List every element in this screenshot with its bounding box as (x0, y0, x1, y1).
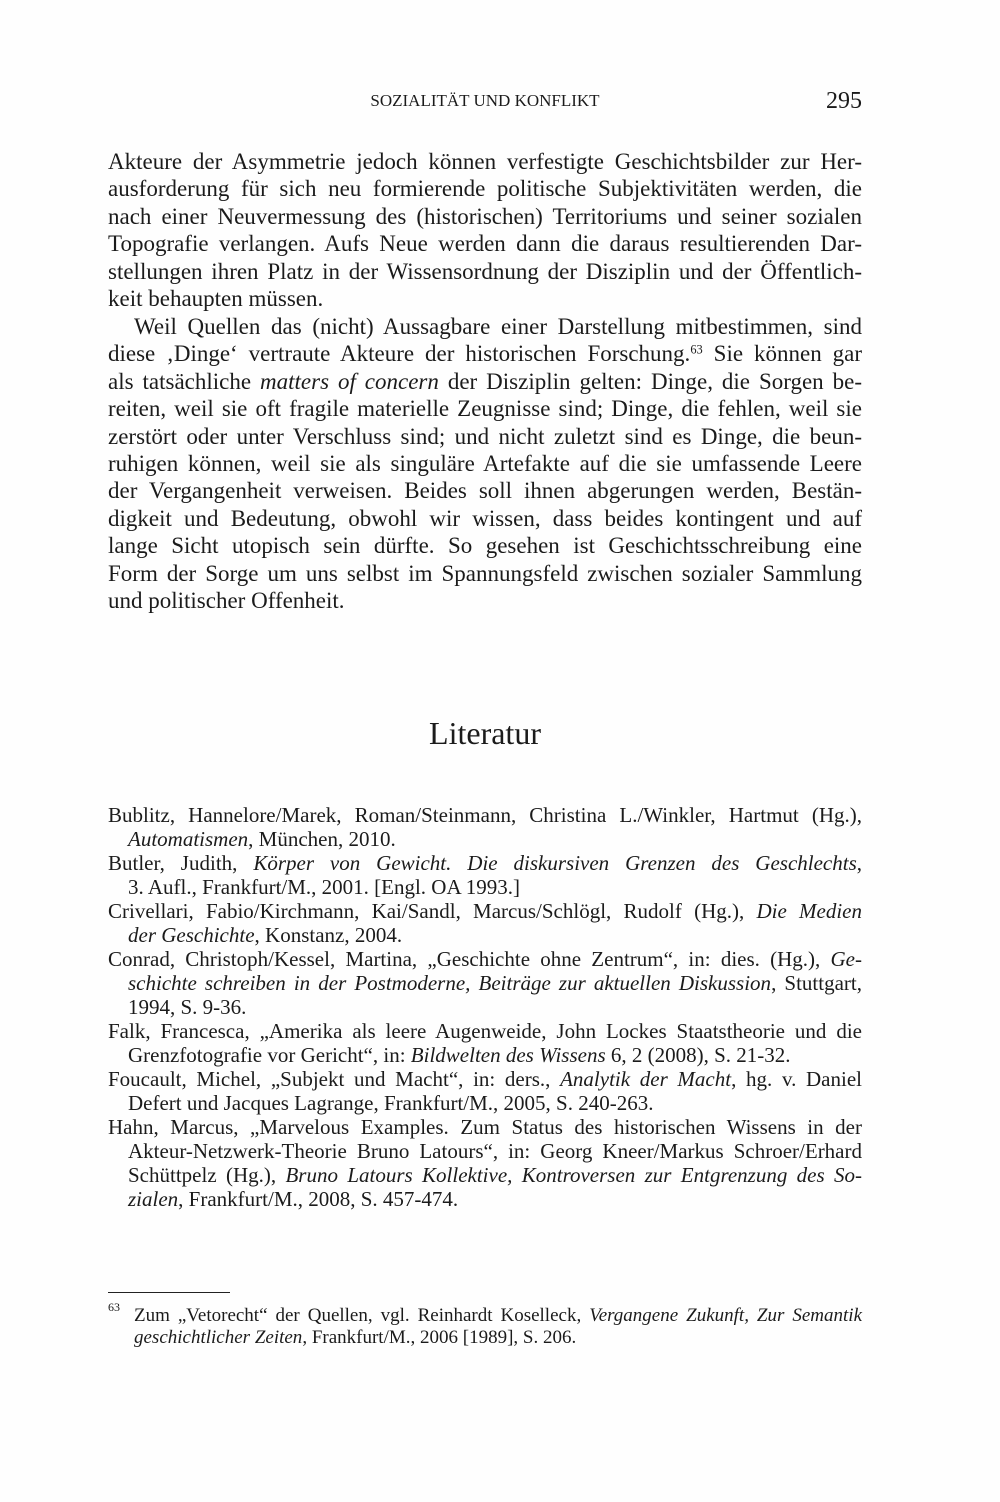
italic-text: Bruno Latours Kollektive, Kontroversen zur Entgrenzung des So- (285, 1163, 862, 1187)
text-run: Weil Quellen das (nicht) Aussagbare einer Darstellung mitbestimmen, sind (134, 313, 862, 339)
italic-text: Bildwelten des Wissens (410, 1043, 606, 1067)
paragraph-line (108, 340, 862, 367)
italic-text: zialen (128, 1187, 179, 1211)
bibliography-entry-line (108, 1091, 862, 1115)
text-run: stellungen ihren Platz in der Wissensordnung der Disziplin und der Öffentlich- (108, 258, 862, 284)
paragraph-line (108, 285, 862, 312)
text-run: der Disziplin gelten: Dinge, die Sorgen be- (438, 368, 863, 394)
italic-text: Vergangene Zukunft, Zur Semantik (589, 1305, 863, 1326)
text-run: lange Sicht utopisch sein dürfte. So gesehen ist Geschichtsschreibung eine (108, 533, 862, 559)
bibliography-entry-line (108, 827, 862, 851)
bibliography-entry-line (108, 851, 862, 875)
text-run: Defert und Jacques Lagrange, Frankfurt/M., 2005, S. 240-263. (128, 1091, 654, 1115)
text-run: 6, 2 (2008), S. 21-32. (605, 1043, 791, 1067)
footnote-line (134, 1305, 862, 1327)
bibliography-entry-line (108, 947, 862, 971)
text-run: Zum „Vetorecht“ der Quellen, vgl. Reinhardt Koselleck, (134, 1305, 590, 1326)
text-run: 1994, S. 9-36. (128, 995, 247, 1019)
paragraph-line (108, 587, 862, 614)
text-run: als tatsächliche (108, 368, 261, 394)
text-run: ruhigen können, weil sie als singuläre Artefakte auf die sie umfassende Leere (108, 450, 862, 476)
text-run: Grenzfotografie vor Gericht“, in: (128, 1043, 411, 1067)
text-run: Sie können gar (702, 341, 862, 367)
text-run: , (856, 851, 862, 875)
paragraph-line (108, 230, 862, 257)
bibliography-entry (108, 1115, 862, 1211)
bibliography-entry-line (108, 1187, 862, 1211)
italic-text: Automatismen (128, 827, 249, 851)
bibliography-entry-line (108, 1139, 862, 1163)
italic-text: Körper von Gewicht. Die diskursiven Grenzen des Geschlechts (253, 851, 857, 875)
text-run: , Frankfurt/M., 2008, S. 457-474. (178, 1187, 459, 1211)
footnote-text (134, 1305, 862, 1349)
text-run: , Stuttgart, (771, 971, 862, 995)
italic-text: schichte schreiben in der Postmoderne, Beiträge zur aktuellen Diskussion (128, 971, 772, 995)
paragraph-line (108, 423, 862, 450)
paragraph-line (108, 450, 862, 477)
bibliography-entry-line (108, 899, 862, 923)
bibliography-entry-line (108, 875, 862, 899)
text-run: , Frankfurt/M., 2006 [1989], S. 206. (302, 1327, 577, 1348)
text-run: Bublitz, Hannelore/Marek, Roman/Steinmann, Christina L./Winkler, Hartmut (Hg.), (108, 803, 862, 827)
text-run: Foucault, Michel, „Subjekt und Macht“, in: ders., (108, 1067, 561, 1091)
paragraph-line (108, 395, 862, 422)
bibliography-entry (108, 851, 862, 899)
text-run: Form der Sorge um uns selbst im Spannungsfeld zwischen sozialer Sammlung (108, 560, 862, 586)
text-run: zerstört oder unter Verschluss sind; und nicht zuletzt sind es Dinge, die beun- (108, 423, 862, 449)
text-run: Akteure der Asymmetrie jedoch können verfestigte Geschichtsbilder zur Her- (108, 149, 862, 174)
bibliography-entry-line (108, 1115, 862, 1139)
bibliography-heading: Literatur (429, 715, 541, 751)
text-run: , hg. v. Daniel (731, 1067, 862, 1091)
italic-text: der Geschichte (128, 923, 255, 947)
text-run: reiten, weil sie oft fragile materielle Zeugnisse sind; Dinge, die fehlen, weil sie (108, 396, 862, 422)
paragraph (108, 148, 862, 313)
paragraph-line (108, 203, 862, 230)
paragraph-line (108, 313, 862, 340)
text-run: 3. Aufl., Frankfurt/M., 2001. [Engl. OA 1993.] (128, 875, 520, 899)
text-run: Crivellari, Fabio/Kirchmann, Kai/Sandl, Marcus/Schlögl, Rudolf (Hg.), (108, 899, 757, 923)
bibliography-entry-line (108, 1067, 862, 1091)
paragraph-line (108, 175, 862, 202)
bibliography-entry-line (108, 995, 862, 1019)
italic-text: Die Medien (756, 899, 862, 923)
paragraph-line (108, 477, 862, 504)
bibliography-entry-line (108, 803, 862, 827)
bibliography-entry (108, 1067, 862, 1115)
footnote-line (134, 1327, 862, 1349)
text-run: , Konstanz, 2004. (254, 923, 403, 947)
italic-text: Analytik der Macht (560, 1067, 732, 1091)
bibliography-entry-line (108, 971, 862, 995)
paragraph (108, 313, 862, 615)
bibliography-entry-line (108, 1019, 862, 1043)
paragraph-line (108, 560, 862, 587)
running-head-title: SOZIALITÄT UND KONFLIKT (370, 91, 600, 110)
text-run: Hahn, Marcus, „Marvelous Examples. Zum Status des historischen Wissens in der (108, 1115, 862, 1139)
bibliography-entry (108, 803, 862, 851)
italic-text: matters of concern (260, 368, 439, 394)
paragraph-line (108, 505, 862, 532)
text-run: ausforderung für sich neu formierende politische Subjektivitäten werden, die (108, 176, 862, 202)
bibliography-entry (108, 947, 862, 1019)
running-head (108, 86, 862, 116)
text-run: diese ‚Dinge‘ vertraute Akteure der historischen Forschung. (108, 341, 691, 367)
text-run: , München, 2010. (248, 827, 396, 851)
text-run: nach einer Neuvermessung des (historischen) Territoriums und seiner sozialen (108, 203, 862, 229)
paragraph-line (108, 532, 862, 559)
bibliography-entry-line (108, 923, 862, 947)
text-run: Falk, Francesca, „Amerika als leere Augenweide, John Lockes Staatstheorie und die (108, 1019, 862, 1043)
text-run: Conrad, Christoph/Kessel, Martina, „Geschichte ohne Zentrum“, in: dies. (Hg.), (108, 947, 831, 971)
italic-text: geschichtlicher Zeiten (134, 1327, 303, 1348)
text-run: und politischer Offenheit. (108, 588, 345, 614)
bibliography-entry (108, 1019, 862, 1067)
footnote-separator (108, 1292, 230, 1293)
text-run: Topografie verlangen. Aufs Neue werden dann die daraus resultierenden Dar- (108, 231, 862, 257)
text-run: Akteur-Netzwerk-Theorie Bruno Latours“, in: Georg Kneer/Markus Schroer/Erhard (128, 1139, 862, 1163)
bibliography-list (108, 803, 862, 1211)
footnote-reference: 63 (690, 342, 703, 357)
paragraph-line (108, 148, 862, 175)
bibliography-entry-line (108, 1163, 862, 1187)
italic-text: Ge- (830, 947, 862, 971)
footnote-marker: 63 (108, 1300, 120, 1314)
bibliography-entry (108, 899, 862, 947)
body-text (108, 148, 862, 615)
text-run: Butler, Judith, (108, 851, 254, 875)
bibliography-entry-line (108, 1043, 862, 1067)
text-run: der Vergangenheit verweisen. Beides soll ihnen abgerungen werden, Bestän- (108, 478, 862, 504)
paragraph-line (108, 368, 862, 395)
text-run: digkeit und Bedeutung, obwohl wir wissen, dass beides kontingent und auf (108, 505, 862, 531)
footnote (108, 1300, 863, 1349)
paragraph-line (108, 258, 862, 285)
page-number: 295 (826, 88, 862, 114)
text-run: Schüttpelz (Hg.), (128, 1163, 286, 1187)
text-run: keit behaupten müssen. (108, 286, 324, 312)
